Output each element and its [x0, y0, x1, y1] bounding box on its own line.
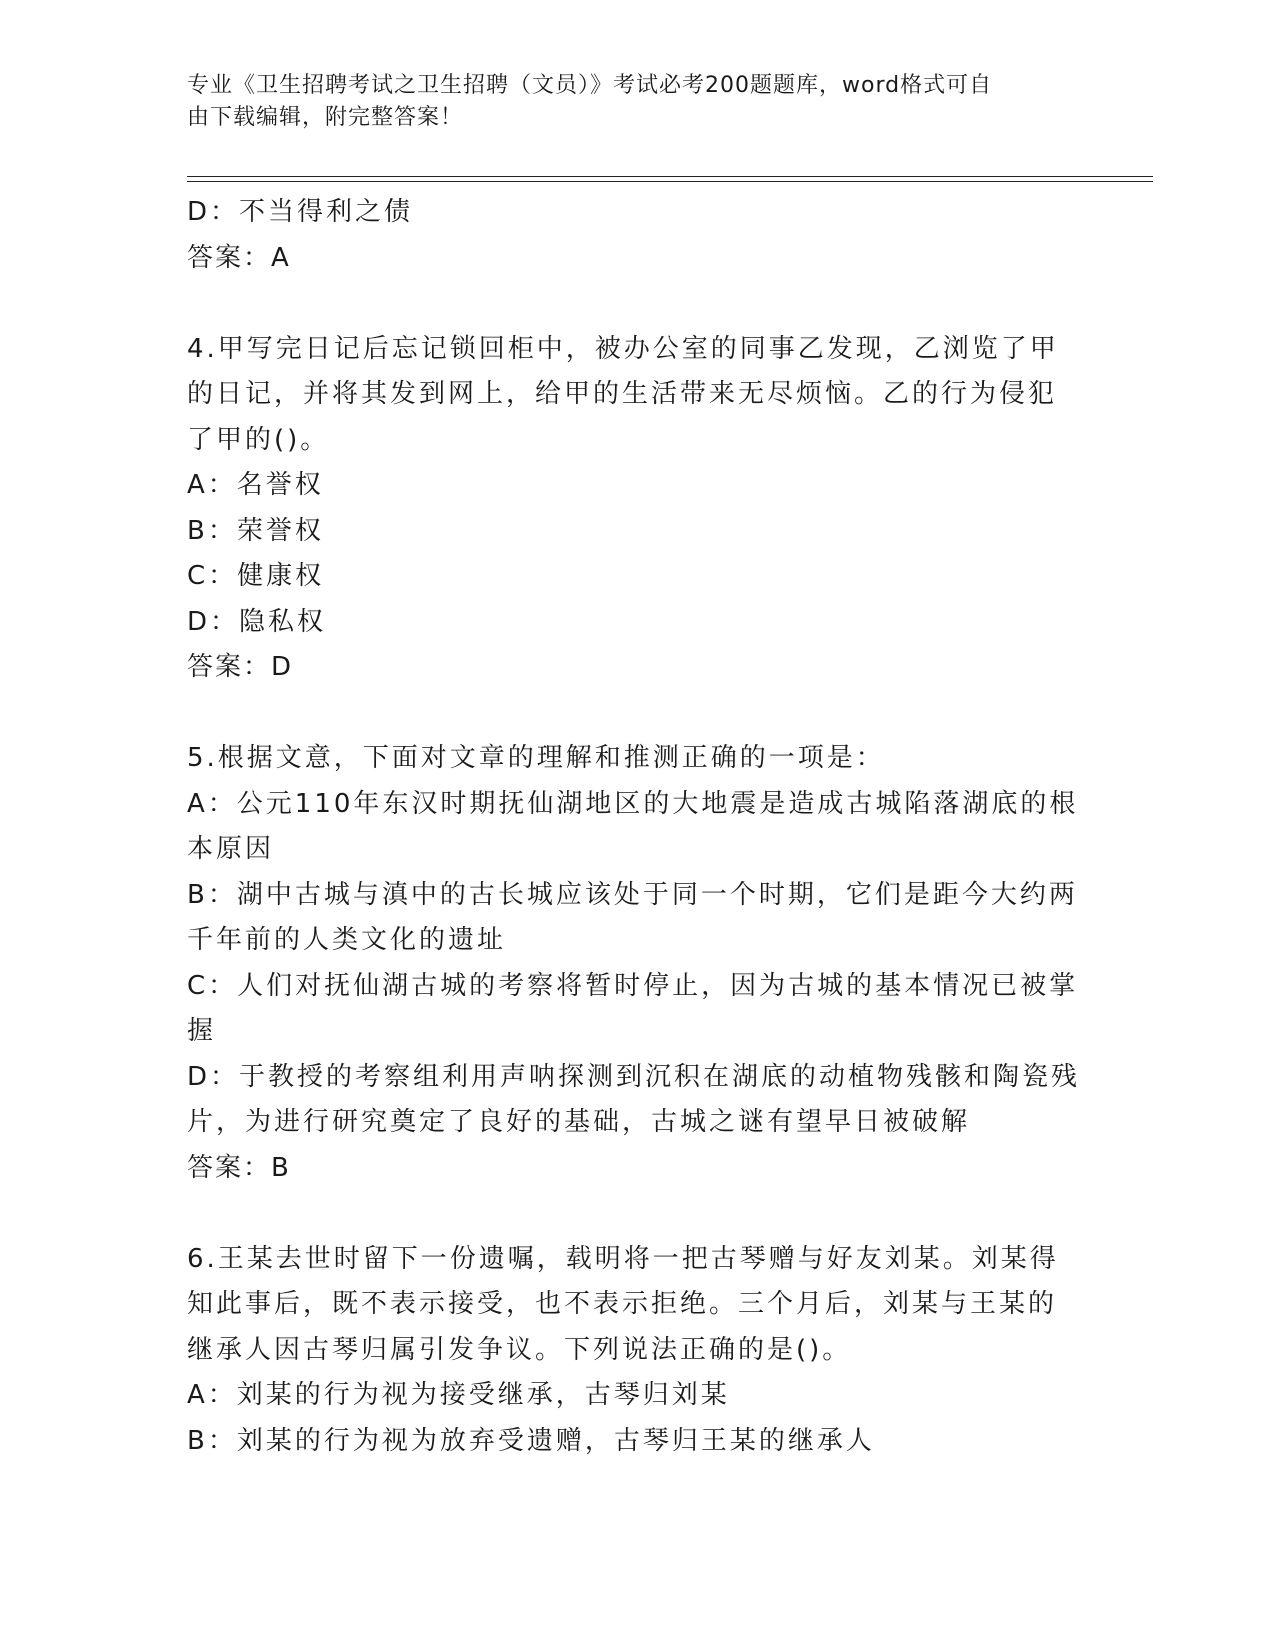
question-list: [187, 190, 1081, 1464]
question-text: 6.王某去世时留下一份遗嘱，载明将一把古琴赠与好友刘某。刘某得: [187, 1243, 1059, 1274]
option-c-continued: 握: [187, 1016, 217, 1046]
option-a: A：名誉权: [187, 470, 324, 500]
question-4: [187, 327, 1077, 691]
option-b-continued: 千年前的人类文化的遗址: [187, 925, 507, 955]
option-c: C：健康权: [187, 561, 325, 591]
option-d: D：于教授的考察组利用声呐探测到沉积在湖底的动植物残骸和陶瓷残: [187, 1061, 1081, 1092]
option-a-continued: 本原因: [187, 834, 275, 864]
option-a: A：刘某的行为视为接受继承，古琴归刘某: [187, 1380, 730, 1410]
option-b: B：荣誉权: [187, 515, 324, 546]
question-text: 4.甲写完日记后忘记锁回柜中，被办公室的同事乙发现，乙浏览了甲: [187, 333, 1059, 364]
answer-line: 答案：D: [187, 652, 294, 682]
option-c: C：人们对抚仙湖古城的考察将暂时停止，因为古城的基本情况已被掌: [187, 970, 1079, 1001]
question-text: 5.根据文意，下面对文章的理解和推测正确的一项是：: [187, 743, 885, 773]
option-b: B：湖中古城与滇中的古长城应该处于同一个时期，它们是距今大约两: [187, 879, 1078, 910]
header-divider-top: [187, 176, 1153, 177]
option-d-continued: 片，为进行研究奠定了良好的基础，古城之谜有望早日被破解: [187, 1107, 971, 1137]
question-text: 的日记，并将其发到网上，给甲的生活带来无尽烦恼。乙的行为侵犯: [187, 379, 1058, 409]
option-d: D：隐私权: [187, 606, 327, 637]
option-d: D：不当得利之债: [187, 197, 414, 227]
option-a: A：公元110年东汉时期抚仙湖地区的大地震是造成古城陷落湖底的根: [187, 788, 1079, 819]
answer-line: 答案：A: [187, 242, 291, 273]
question-3-tail: [187, 190, 1077, 281]
question-text: 知此事后，既不表示接受，也不表示拒绝。三个月后，刘某与王某的: [187, 1289, 1058, 1319]
header-divider-bottom: [187, 181, 1153, 182]
question-6: [187, 1237, 1077, 1465]
question-text: 继承人因古琴归属引发争议。下列说法正确的是()。: [187, 1334, 852, 1365]
header-line-1: 专业《卫生招聘考试之卫生招聘（文员）》考试必考200题题库，word格式可自: [187, 73, 993, 98]
question-text: 了甲的()。: [187, 424, 330, 455]
header-line-2: 由下载编辑，附完整答案！: [187, 105, 464, 130]
question-5: [187, 736, 1081, 1191]
document-header: [187, 70, 1067, 134]
option-b: B：刘某的行为视为放弃受遗赠，古琴归王某的继承人: [187, 1425, 875, 1456]
answer-line: 答案：B: [187, 1152, 291, 1183]
